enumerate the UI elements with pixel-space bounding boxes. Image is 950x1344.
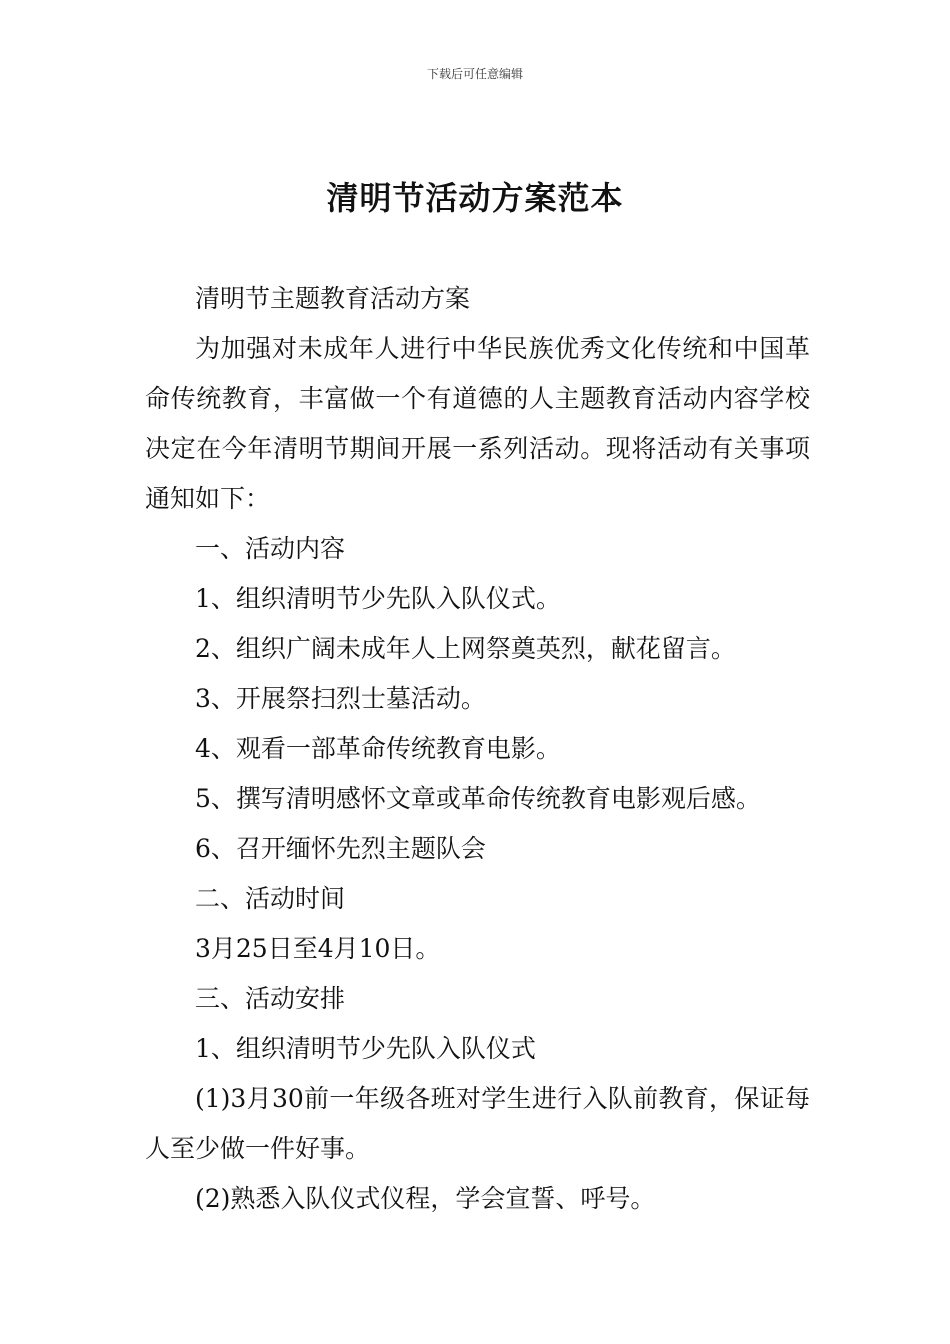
section-heading: 一、活动内容 <box>195 534 346 563</box>
document-title: 清明节活动方案范本 <box>326 179 624 217</box>
paragraph-date-range: 3月25日至4月10日。 <box>195 934 441 963</box>
page-header-note: 下载后可任意编辑 <box>426 67 523 81</box>
list-item: 2、组织广阔未成年人上网祭奠英烈，献花留言。 <box>195 634 736 663</box>
list-item: 3、开展祭扫烈士墓活动。 <box>195 684 486 713</box>
paragraph-intro: 为加强对未成年人进行中华民族优秀文化传统和中国革命传统教育，丰富做一个有道德的人主题教育活动内容学校决定在今年清明节期间开展一系列活动。现将活动有关事项通知如下： <box>145 334 810 513</box>
section-heading: 二、活动时间 <box>195 884 346 913</box>
section-heading: 三、活动安排 <box>195 984 346 1013</box>
list-item: 1、组织清明节少先队入队仪式 <box>195 1034 536 1063</box>
sub-list-item: (1)3月30前一年级各班对学生进行入队前教育，保证每人至少做一件好事。 <box>145 1084 810 1163</box>
list-item: 1、组织清明节少先队入队仪式。 <box>195 584 561 613</box>
list-item: 5、撰写清明感怀文章或革命传统教育电影观后感。 <box>195 784 761 813</box>
document-body <box>145 274 810 1224</box>
list-item: 4、观看一部革命传统教育电影。 <box>195 734 561 763</box>
paragraph-subtitle: 清明节主题教育活动方案 <box>195 284 471 313</box>
list-item: 6、召开缅怀先烈主题队会 <box>195 834 486 863</box>
sub-list-item: (2)熟悉入队仪式仪程，学会宣誓、呼号。 <box>195 1184 656 1213</box>
